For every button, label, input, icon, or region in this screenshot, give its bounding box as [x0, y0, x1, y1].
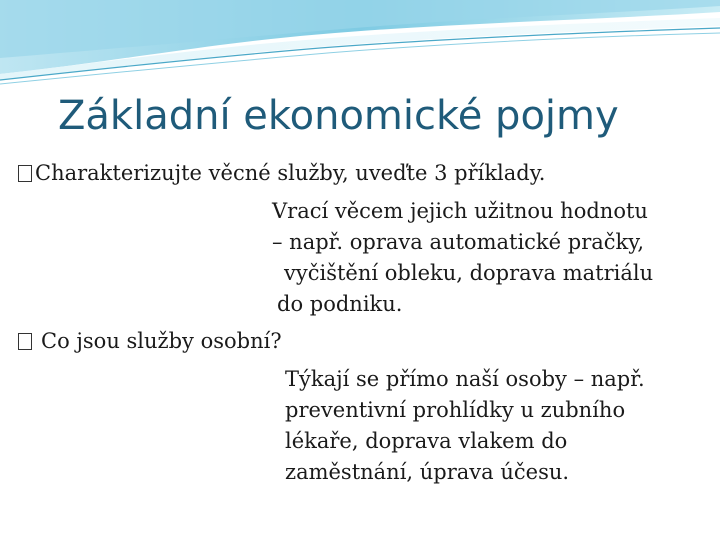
slide-title: Základní ekonomické pojmy	[58, 93, 619, 139]
decorative-wave-header	[0, 0, 720, 90]
answer-line: Týkají se přímo naší osoby – např.	[285, 367, 645, 391]
bullet-box-icon	[18, 165, 32, 182]
list-item-question	[18, 158, 545, 188]
answer-line: vyčištění obleku, doprava matriálu	[284, 261, 654, 285]
answer-line: zaměstnání, úprava účesu.	[285, 460, 570, 484]
list-item-question	[18, 326, 282, 356]
question-text: Charakterizujte věcné služby, uveďte 3 příklady.	[35, 161, 546, 185]
bullet-box-icon	[18, 333, 32, 350]
answer-line: preventivní prohlídky u zubního	[285, 398, 626, 422]
answer-line: Vrací věcem jejich užitnou hodnotu	[272, 199, 648, 223]
question-text: Co jsou služby osobní?	[41, 329, 282, 353]
answer-line: – např. oprava automatické pračky,	[272, 230, 644, 254]
answer-line: do podniku.	[277, 292, 403, 316]
answer-line: lékaře, doprava vlakem do	[285, 429, 568, 453]
